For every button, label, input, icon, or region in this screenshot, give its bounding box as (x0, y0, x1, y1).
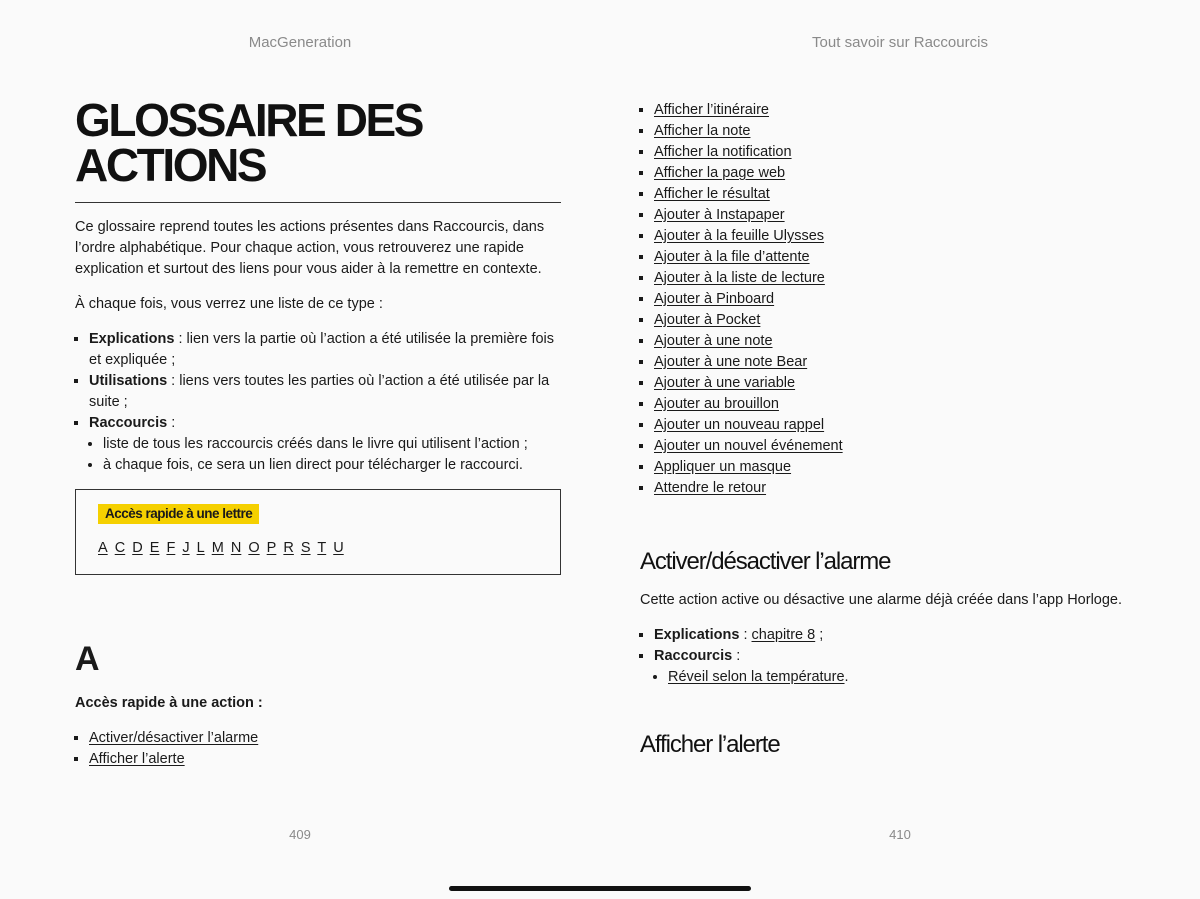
action-link[interactable]: Ajouter un nouvel événement (654, 438, 843, 454)
list-item (654, 352, 1140, 373)
letter-link-f[interactable]: F (166, 540, 176, 556)
running-head-left: MacGeneration (248, 34, 352, 51)
shortcut-link[interactable]: Réveil selon la température (668, 669, 845, 685)
action-link[interactable]: Afficher l’alerte (89, 751, 185, 767)
raccourcis-sublist (89, 434, 561, 476)
legend-text: : lien vers la partie où l’action a été utilisée la première fois et expliquée ; (89, 331, 555, 368)
list-item (654, 310, 1140, 331)
action-access-label: Accès rapide à une action : (75, 695, 263, 711)
list-item (654, 331, 1140, 352)
letter-link-n[interactable]: N (230, 540, 242, 556)
page-title (75, 94, 561, 191)
chapter-link[interactable]: chapitre 8 (751, 627, 816, 643)
list-item (654, 436, 1140, 457)
legend-list (75, 329, 561, 476)
letter-link-o[interactable]: O (248, 540, 260, 556)
list-item (654, 289, 1140, 310)
list-item (654, 373, 1140, 394)
list-item (89, 728, 561, 749)
legend-text: : (167, 415, 176, 431)
list-item (654, 184, 1140, 205)
action-link[interactable]: Ajouter à Pocket (654, 312, 761, 328)
right-content (640, 100, 1140, 760)
action-link[interactable]: Ajouter à une variable (654, 375, 796, 391)
action-link[interactable]: Attendre le retour (654, 480, 767, 496)
action-link[interactable]: Appliquer un masque (654, 459, 792, 475)
page-number-right: 410 (889, 827, 911, 842)
explications-term: Explications (654, 627, 740, 643)
action-link[interactable]: Ajouter au brouillon (654, 396, 779, 412)
list-item (654, 268, 1140, 289)
action-link[interactable]: Ajouter un nouveau rappel (654, 417, 825, 433)
action-link[interactable]: Activer/désactiver l’alarme (89, 730, 259, 746)
raccourcis-term: Raccourcis (654, 648, 733, 664)
action-link[interactable]: Ajouter à la feuille Ulysses (654, 228, 825, 244)
section-heading-alarme: Activer/désactiver l’alarme (640, 548, 891, 575)
letter-link-r[interactable]: R (283, 540, 294, 556)
list-item (654, 247, 1140, 268)
separator: : (732, 648, 741, 664)
legend-item-raccourcis (89, 413, 561, 476)
section-letter-heading: A (75, 640, 100, 678)
action-link[interactable]: Ajouter à Pinboard (654, 291, 775, 307)
letter-link-d[interactable]: D (132, 540, 143, 556)
list-item (654, 121, 1140, 142)
list-item (654, 163, 1140, 184)
action-link[interactable]: Afficher la note (654, 123, 751, 139)
left-content (75, 94, 561, 770)
quick-access-label: Accès rapide à une lettre (98, 504, 259, 524)
action-link[interactable]: Ajouter à Instapaper (654, 207, 785, 223)
action-link[interactable]: Ajouter à une note (654, 333, 773, 349)
section-description: Cette action active ou désactive une alarme déjà créée dans l’app Horloge. (640, 592, 1123, 608)
title-line-1: GLOSSAIRE DES (75, 94, 423, 146)
letter-link-p[interactable]: P (266, 540, 277, 556)
action-link[interactable]: Ajouter à la file d’attente (654, 249, 810, 265)
explications-item (654, 625, 1140, 646)
list-item (668, 667, 1140, 688)
list-item (89, 749, 561, 770)
action-link[interactable]: Afficher le résultat (654, 186, 770, 202)
legend-item-explications (89, 329, 561, 371)
right-action-list (640, 100, 1140, 499)
legend-term: Raccourcis (89, 415, 168, 431)
home-indicator[interactable] (449, 886, 751, 891)
list-item (654, 394, 1140, 415)
raccourcis-item (654, 646, 1140, 688)
list-item (654, 142, 1140, 163)
legend-term: Explications (89, 331, 175, 347)
letter-link-u[interactable]: U (333, 540, 344, 556)
right-page (600, 0, 1200, 899)
letter-link-t[interactable]: T (317, 540, 327, 556)
letter-link-c[interactable]: C (114, 540, 126, 556)
letter-link-l[interactable]: L (196, 540, 205, 556)
page-number-left: 409 (289, 827, 311, 842)
terminator: ; (815, 627, 824, 643)
action-link[interactable]: Afficher la notification (654, 144, 792, 160)
terminator: . (844, 669, 849, 685)
list-item (654, 100, 1140, 121)
list-item (654, 226, 1140, 247)
left-action-list (75, 728, 561, 770)
list-item (654, 457, 1140, 478)
legend-item-utilisations (89, 371, 561, 413)
section-heading-alerte: Afficher l’alerte (640, 731, 780, 758)
list-intro: À chaque fois, vous verrez une liste de ce type : (75, 296, 383, 312)
letter-link-m[interactable]: M (211, 540, 224, 556)
list-item (654, 415, 1140, 436)
title-line-2: ACTIONS (75, 139, 266, 191)
letter-links (98, 540, 538, 556)
letter-link-j[interactable]: J (182, 540, 190, 556)
separator: : (739, 627, 752, 643)
running-head-right: Tout savoir sur Raccourcis (812, 34, 988, 51)
raccourcis-sub-item: • à chaque fois, ce sera un lien direct pour télécharger le raccourci. (103, 455, 561, 476)
action-link[interactable]: Afficher l’itinéraire (654, 102, 769, 118)
list-item (654, 205, 1140, 226)
intro-paragraph: Ce glossaire reprend toutes les actions présentes dans Raccourcis, dans l’ordre alphabétique. Pour chaque action, vous retrouverez une rapide explication et surtout des liens pour vous aider à la remettre en contexte. (75, 219, 545, 277)
letter-link-a[interactable]: A (98, 540, 108, 556)
list-item (654, 478, 1140, 499)
title-divider (75, 202, 561, 203)
section-details-list (640, 625, 1140, 688)
action-link[interactable]: Ajouter à une note Bear (654, 354, 808, 370)
letter-link-s[interactable]: S (300, 540, 311, 556)
action-link[interactable]: Afficher la page web (654, 165, 786, 181)
letter-link-e[interactable]: E (149, 540, 160, 556)
action-link[interactable]: Ajouter à la liste de lecture (654, 270, 825, 286)
raccourcis-sub-item: • liste de tous les raccourcis créés dans le livre qui utilisent l’action ; (103, 434, 561, 455)
raccourcis-sublist (654, 667, 1140, 688)
letter-quick-access-box (75, 489, 561, 575)
legend-term: Utilisations (89, 373, 168, 389)
legend-text: : liens vers toutes les parties où l’action a été utilisée par la suite ; (89, 373, 550, 410)
